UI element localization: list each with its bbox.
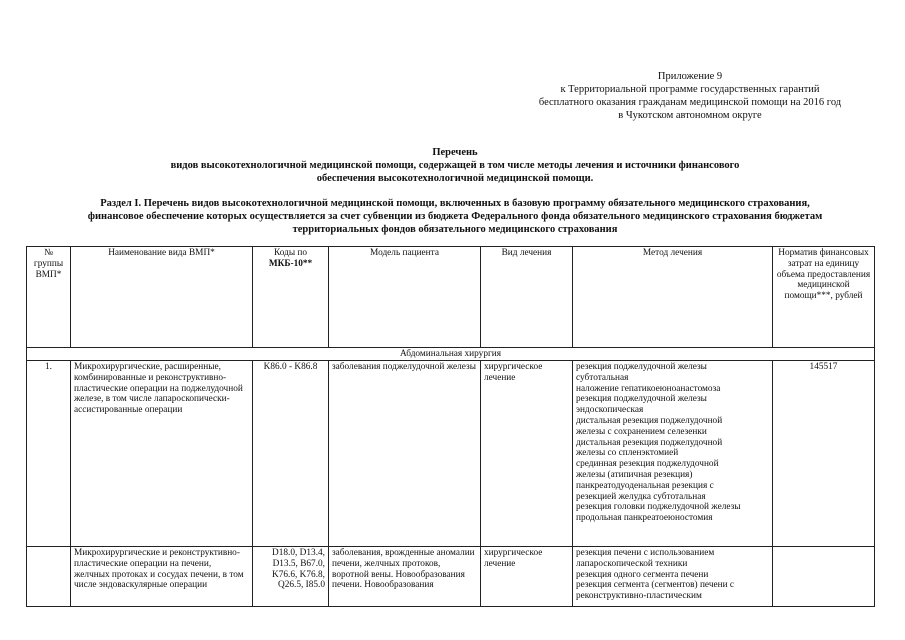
cell-method — [573, 361, 773, 547]
cell-codes — [253, 361, 329, 547]
section-title-line: территориальных фондов обязательного медицинского страхования — [292, 224, 618, 235]
code-line: Q26.5, I85.0 — [278, 580, 325, 591]
appendix-line: Приложение 9 — [657, 71, 723, 82]
section-title-line: финансовое обеспечение которых осуществляется за счет субвенции из бюджета Федерального фонда обязательного медицинского страхования бюджетам — [87, 211, 823, 222]
list-title-line: видов высокотехнологичной медицинской помощи, содержащей в том числе методы лечения и источники финансового — [170, 160, 740, 171]
method-line: резекцией желудка субтотальная — [576, 491, 706, 502]
code-line: D13.5, B67.0, — [272, 558, 325, 569]
table-row — [27, 361, 875, 547]
header-codes — [253, 247, 329, 348]
list-title-line: обеспечения высокотехнологичной медицинской помощи. — [316, 173, 594, 184]
method-line: резекция сегмента (сегментов) печени с — [576, 580, 735, 591]
method-line: срединная резекция поджелудочной — [576, 459, 719, 470]
method-line: резекция одного сегмента печени — [576, 569, 709, 580]
appendix-line: к Территориальной программе государственных гарантий — [560, 84, 820, 95]
header-method: Метод лечения — [573, 247, 773, 348]
cell-method — [573, 547, 773, 607]
header-patient-model: Модель пациента — [329, 247, 481, 348]
header-codes-bold: МКБ-10** — [268, 258, 313, 269]
method-line: реконструктивно-пластическим — [576, 591, 702, 602]
method-line: субтотальная — [576, 372, 629, 383]
header-group-no: № группы ВМП* — [27, 247, 71, 348]
cell-vmp-name: Микрохирургические, расширенные, комбинированные и реконструктивно-пластические операции на поджелудочной железе, в том числе лапароскопически-ассистированные операции — [71, 361, 253, 547]
cell-treatment-type: хирургическое лечение — [481, 547, 573, 607]
appendix-line: бесплатного оказания гражданам медицинской помощи на 2016 год — [538, 97, 842, 108]
method-line: резекция поджелудочной железы — [576, 362, 707, 372]
table-row — [27, 547, 875, 607]
method-line: наложение гепатикоеюноанастомоза — [576, 383, 721, 394]
cell-treatment-type: хирургическое лечение — [481, 361, 573, 547]
method-line: железы со спленэктомией — [576, 448, 679, 459]
method-line: панкреатодуоденальная резекция с — [576, 480, 714, 491]
method-line: железы с сохранением селезенки — [576, 426, 707, 437]
list-title — [40, 146, 870, 185]
method-line: резекция головки поджелудочной железы — [576, 502, 741, 513]
table-header-row — [27, 247, 875, 348]
method-line: железы (атипичная резекция) — [576, 469, 693, 480]
header-vmp-name: Наименование вида ВМП* — [71, 247, 253, 348]
method-line: резекция поджелудочной железы — [576, 394, 707, 405]
subheading-abdominal-surgery: Абдоминальная хирургия — [27, 348, 875, 361]
header-treatment-type: Вид лечения — [481, 247, 573, 348]
method-line: дистальная резекция поджелудочной — [576, 437, 723, 448]
method-line: эндоскопическая — [576, 405, 644, 416]
cell-group-no — [27, 547, 71, 607]
section-title — [30, 197, 880, 236]
code-line: D18.0, D13.4, — [272, 548, 325, 558]
code-line: K76.6, K76.8, — [272, 569, 325, 580]
table-subheading-row — [27, 348, 875, 361]
method-line: лапароскопической техники — [576, 558, 688, 569]
list-title-line: Перечень — [432, 147, 478, 158]
code-line: K86.0 - K86.8 — [263, 362, 318, 372]
header-codes-prefix: Коды по — [273, 248, 308, 258]
appendix-header — [490, 70, 890, 122]
cell-vmp-name: Микрохирургические и реконструктивно-пластические операции на печени, желчных протоках и сосудах печени, в том числе эндоваскулярные операции — [71, 547, 253, 607]
header-norm: Норматив финансовых затрат на единицу объема предоставления медицинской помощи***, рублей — [773, 247, 875, 348]
method-line: дистальная резекция поджелудочной — [576, 415, 723, 426]
cell-group-no: 1. — [27, 361, 71, 547]
cell-patient-model: заболевания поджелудочной железы — [329, 361, 481, 547]
cell-codes — [253, 547, 329, 607]
method-line: продольная панкреатоеюностомия — [576, 513, 713, 524]
cell-norm: 145517 — [773, 361, 875, 547]
cell-norm — [773, 547, 875, 607]
vmp-table — [26, 246, 875, 607]
cell-patient-model: заболевания, врожденные аномалии печени, желчных протоков, воротной вены. Новообразования печени. Новообразования — [329, 547, 481, 607]
section-title-line: Раздел I. Перечень видов высокотехнологичной медицинской помощи, включенных в базовую программу обязательного медицинского страхования, — [100, 198, 810, 209]
appendix-line: в Чукотском автономном округе — [618, 110, 762, 121]
method-line: резекция печени с использованием — [576, 548, 715, 558]
